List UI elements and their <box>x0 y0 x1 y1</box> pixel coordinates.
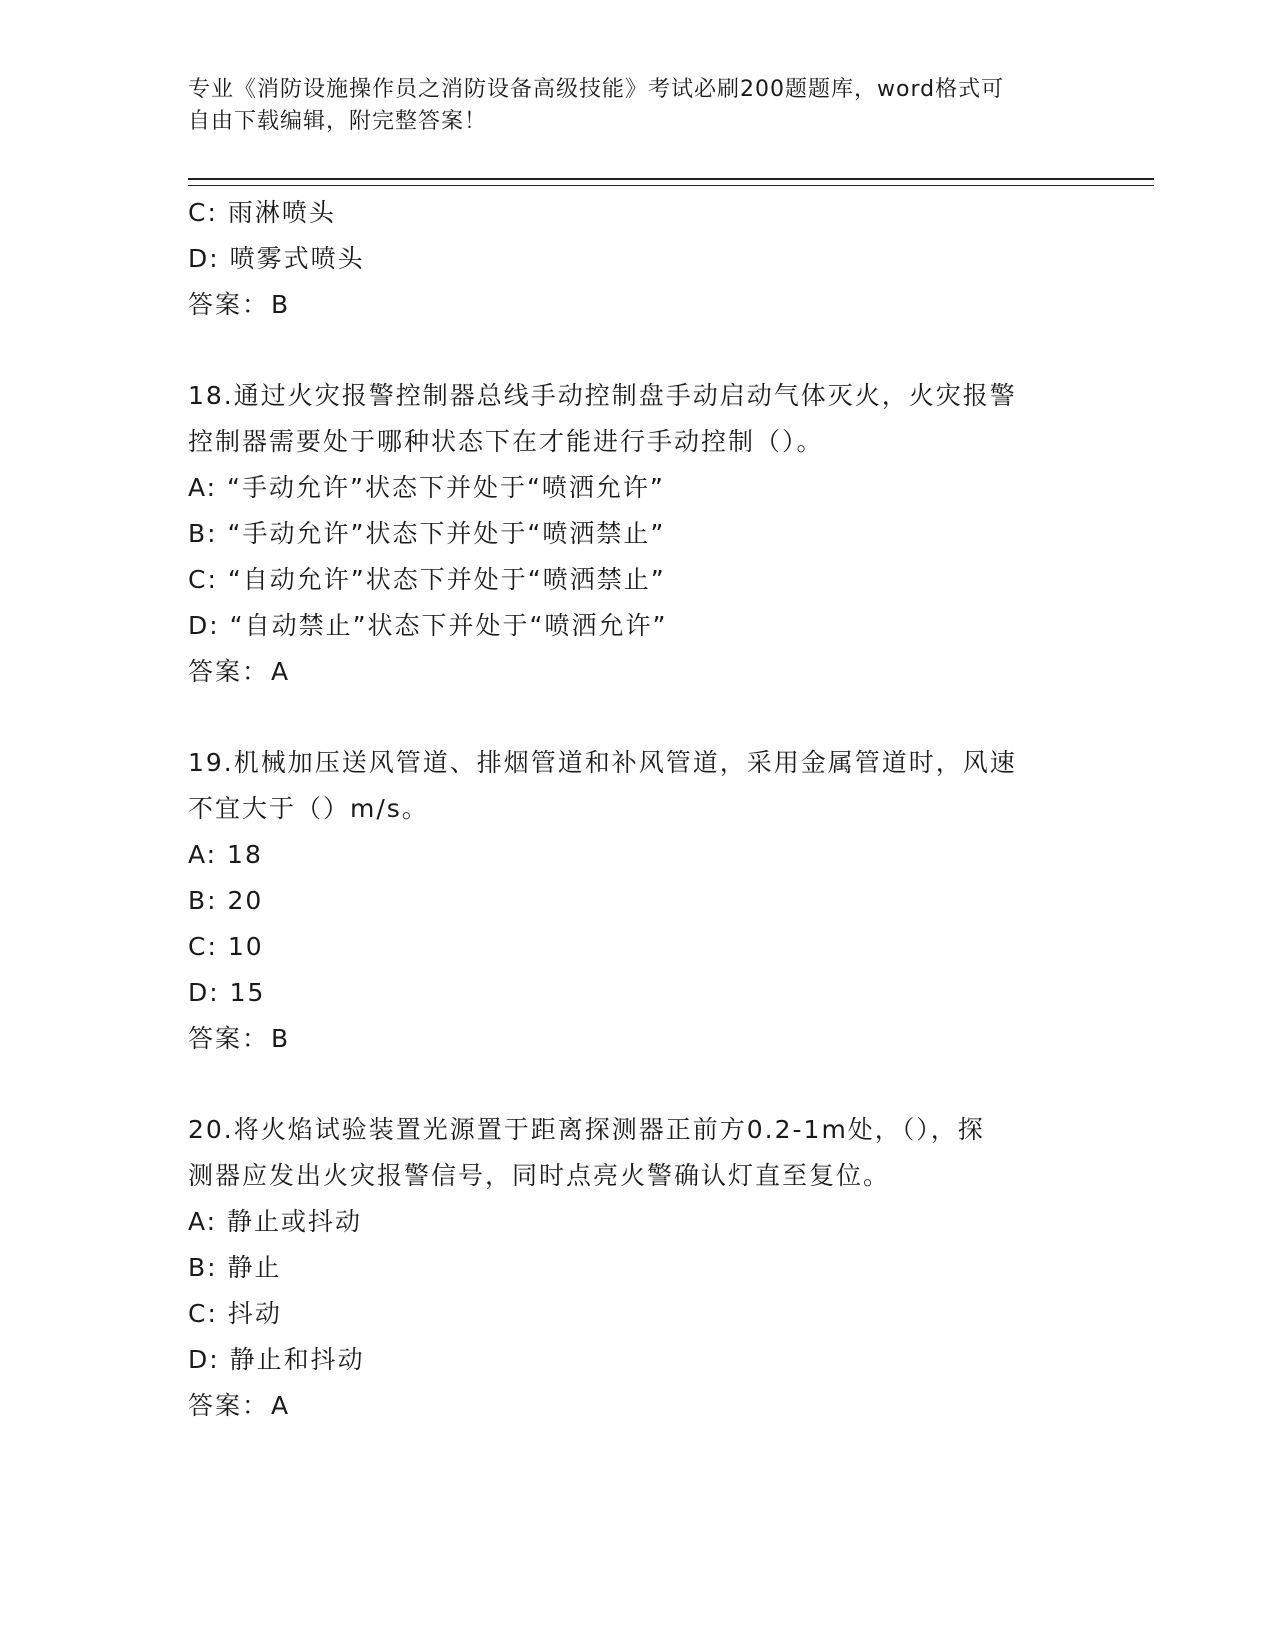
question-text-line: 19.机械加压送风管道、排烟管道和补风管道，采用金属管道时，风速 <box>188 748 1017 777</box>
option-label: C: <box>188 1299 218 1328</box>
option-a <box>188 465 1088 511</box>
option-text: 18 <box>227 840 263 869</box>
option-c <box>188 190 1088 236</box>
option-text: 喷雾式喷头 <box>229 244 365 273</box>
header-line-1: 专业《消防设施操作员之消防设备高级技能》考试必刷200题题库，word格式可 <box>188 77 1005 102</box>
option-text: 10 <box>227 932 264 961</box>
option-label: B: <box>188 886 218 915</box>
answer-line <box>188 1383 1088 1429</box>
option-text: 抖动 <box>227 1299 282 1328</box>
option-d <box>188 970 1088 1016</box>
option-text: “手动允许”状态下并处于“喷洒禁止” <box>227 519 666 548</box>
answer-value: B <box>271 290 291 319</box>
option-text: 静止和抖动 <box>229 1345 365 1374</box>
option-label: A: <box>188 1207 218 1236</box>
option-text: “手动允许”状态下并处于“喷洒允许” <box>227 473 665 502</box>
option-label: D: <box>188 244 220 273</box>
option-d <box>188 1337 1088 1383</box>
question-text-line: 测器应发出火灾报警信号，同时点亮火警确认灯直至复位。 <box>188 1161 891 1190</box>
option-label: C: <box>188 198 218 227</box>
option-label: D: <box>188 978 220 1007</box>
option-text: 静止或抖动 <box>227 1207 363 1236</box>
answer-value: A <box>271 657 291 686</box>
question-block-17 <box>188 190 1088 328</box>
option-text: 雨淋喷头 <box>227 198 336 227</box>
answer-line <box>188 282 1088 328</box>
question-text-line: 20.将火焰试验装置光源置于距离探测器正前方0.2-1m处，（），探 <box>188 1115 985 1144</box>
answer-label: 答案： <box>188 290 270 319</box>
option-label: A: <box>188 840 218 869</box>
option-label: B: <box>188 519 218 548</box>
answer-line <box>188 649 1088 695</box>
question-text-line: 控制器需要处于哪种状态下在才能进行手动控制（）。 <box>188 427 824 456</box>
question-block-19 <box>188 740 1088 1062</box>
option-a <box>188 1199 1088 1245</box>
header-divider <box>188 178 1154 186</box>
answer-line <box>188 1016 1088 1062</box>
answer-label: 答案： <box>188 1024 270 1053</box>
option-label: D: <box>188 611 220 640</box>
question-text-line: 18.通过火灾报警控制器总线手动控制盘手动启动气体灭火，火灾报警 <box>188 381 1017 410</box>
document-header <box>188 74 1088 138</box>
option-text: 15 <box>229 978 266 1007</box>
question-block-20 <box>188 1107 1088 1429</box>
answer-label: 答案： <box>188 657 270 686</box>
option-c <box>188 1291 1088 1337</box>
question-text-line: 不宜大于（）m/s。 <box>188 794 429 823</box>
option-b <box>188 511 1088 557</box>
answer-label: 答案： <box>188 1391 270 1420</box>
option-d <box>188 236 1088 282</box>
option-d <box>188 603 1088 649</box>
option-label: A: <box>188 473 218 502</box>
option-c <box>188 924 1088 970</box>
option-a <box>188 832 1088 878</box>
answer-value: B <box>271 1024 291 1053</box>
option-text: “自动允许”状态下并处于“喷洒禁止” <box>227 565 666 594</box>
option-text: 静止 <box>227 1253 282 1282</box>
option-b <box>188 1245 1088 1291</box>
option-text: “自动禁止”状态下并处于“喷洒允许” <box>229 611 668 640</box>
option-b <box>188 878 1088 924</box>
question-list <box>188 190 1088 1429</box>
header-line-2: 自由下载编辑，附完整答案！ <box>188 109 488 134</box>
option-label: D: <box>188 1345 220 1374</box>
option-c <box>188 557 1088 603</box>
question-block-18 <box>188 373 1088 695</box>
option-label: C: <box>188 932 218 961</box>
answer-value: A <box>271 1391 291 1420</box>
option-label: C: <box>188 565 218 594</box>
option-label: B: <box>188 1253 218 1282</box>
option-text: 20 <box>227 886 264 915</box>
